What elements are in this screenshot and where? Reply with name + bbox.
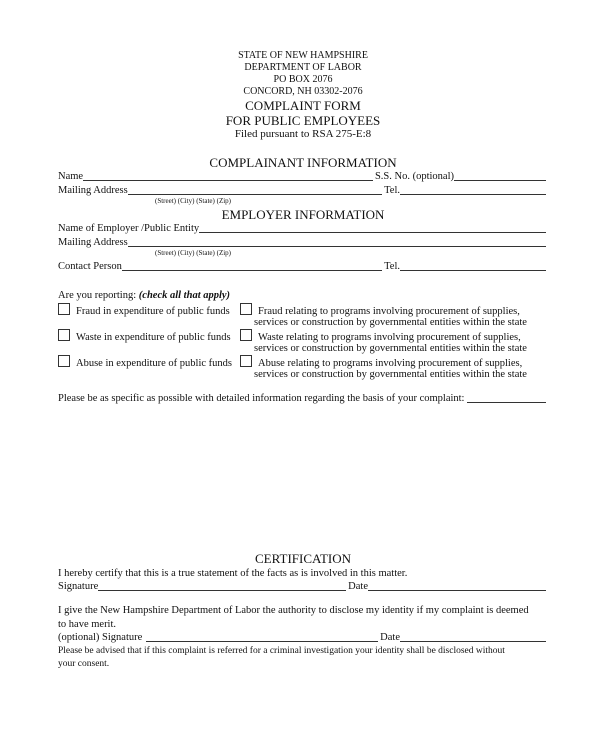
fraud-programs-label: Fraud relating to programs involving procurement of supplies, bbox=[258, 306, 520, 317]
waste-programs-label-cont: services or construction by governmental entities within the state bbox=[254, 343, 527, 354]
fraud-programs-checkbox[interactable] bbox=[240, 303, 252, 315]
name-field[interactable] bbox=[83, 170, 373, 181]
contact-person-label: Contact Person bbox=[58, 261, 122, 272]
complainant-heading: COMPLAINANT INFORMATION bbox=[209, 155, 397, 170]
waste-funds-label: Waste in expenditure of public funds bbox=[76, 332, 231, 343]
mailing-address-label: Mailing Address bbox=[58, 185, 128, 196]
certification-statement: I hereby certify that this is a true statement of the facts as is involved in this matter. bbox=[58, 568, 408, 579]
waste-programs-checkbox[interactable] bbox=[240, 329, 252, 341]
abuse-funds-checkbox[interactable] bbox=[58, 355, 70, 367]
employer-name-label: Name of Employer /Public Entity bbox=[58, 223, 200, 234]
employer-address-hint: (Street) (City) (State) (Zip) bbox=[155, 249, 232, 257]
tel-label: Tel. bbox=[384, 185, 400, 196]
employer-tel-label: Tel. bbox=[384, 261, 400, 272]
reporting-question: Are you reporting: bbox=[58, 290, 137, 301]
abuse-funds-label: Abuse in expenditure of public funds bbox=[76, 358, 233, 369]
employer-tel-field[interactable] bbox=[400, 260, 546, 271]
ssn-field[interactable] bbox=[454, 170, 546, 181]
filed-pursuant: Filed pursuant to RSA 275-E:8 bbox=[234, 128, 372, 140]
employer-address-field[interactable] bbox=[128, 236, 546, 247]
employer-heading: EMPLOYER INFORMATION bbox=[221, 207, 385, 222]
name-label: Name bbox=[58, 171, 84, 182]
agency-name: STATE OF NEW HAMPSHIRE bbox=[238, 50, 368, 61]
fraud-funds-checkbox[interactable] bbox=[58, 303, 70, 315]
ssn-label: S.S. No. (optional) bbox=[374, 171, 454, 182]
notice-text: Please be advised that if this complaint is referred for a criminal investigation your identity shall be disclosed without bbox=[58, 646, 505, 656]
date-label: Date bbox=[348, 581, 368, 592]
po-box: PO BOX 2076 bbox=[273, 74, 333, 85]
optional-signature-label: (optional) Signature bbox=[58, 632, 143, 643]
address-hint: (Street) (City) (State) (Zip) bbox=[155, 197, 232, 205]
optional-date-field[interactable] bbox=[400, 631, 546, 642]
signature-label: Signature bbox=[58, 581, 99, 592]
employer-name-field[interactable] bbox=[199, 222, 546, 233]
reporting-hint: (check all that apply) bbox=[138, 290, 231, 301]
abuse-programs-label: Abuse relating to programs involving procurement of supplies, bbox=[258, 358, 523, 369]
abuse-programs-label-cont: services or construction by governmental entities within the state bbox=[254, 369, 527, 380]
department-name: DEPARTMENT OF LABOR bbox=[244, 62, 362, 73]
date-field[interactable] bbox=[368, 580, 546, 591]
waste-programs-label: Waste relating to programs involving procurement of supplies, bbox=[258, 332, 521, 343]
disclosure-text: I give the New Hampshire Department of Labor the authority to disclose my identity if my complaint is deemed bbox=[58, 605, 529, 616]
contact-person-field[interactable] bbox=[122, 260, 382, 271]
optional-date-label: Date bbox=[380, 632, 400, 643]
fraud-funds-label: Fraud in expenditure of public funds bbox=[76, 306, 230, 317]
signature-field[interactable] bbox=[98, 580, 346, 591]
waste-funds-checkbox[interactable] bbox=[58, 329, 70, 341]
city-address: CONCORD, NH 03302-2076 bbox=[243, 86, 363, 97]
form-title: COMPLAINT FORM bbox=[245, 98, 361, 113]
mailing-address-field[interactable] bbox=[128, 184, 382, 195]
details-prompt: Please be as specific as possible with detailed information regarding the basis of your complaint: bbox=[58, 393, 465, 404]
employer-address-label: Mailing Address bbox=[58, 237, 128, 248]
tel-field[interactable] bbox=[400, 184, 546, 195]
form-subtitle: FOR PUBLIC EMPLOYEES bbox=[225, 113, 381, 128]
notice-text-cont: your consent. bbox=[58, 659, 110, 669]
details-field[interactable] bbox=[467, 392, 546, 403]
abuse-programs-checkbox[interactable] bbox=[240, 355, 252, 367]
optional-signature-field[interactable] bbox=[146, 631, 378, 642]
certification-heading: CERTIFICATION bbox=[255, 551, 351, 566]
disclosure-text-cont: to have merit. bbox=[58, 619, 117, 630]
fraud-programs-label-cont: services or construction by governmental entities within the state bbox=[254, 317, 527, 328]
